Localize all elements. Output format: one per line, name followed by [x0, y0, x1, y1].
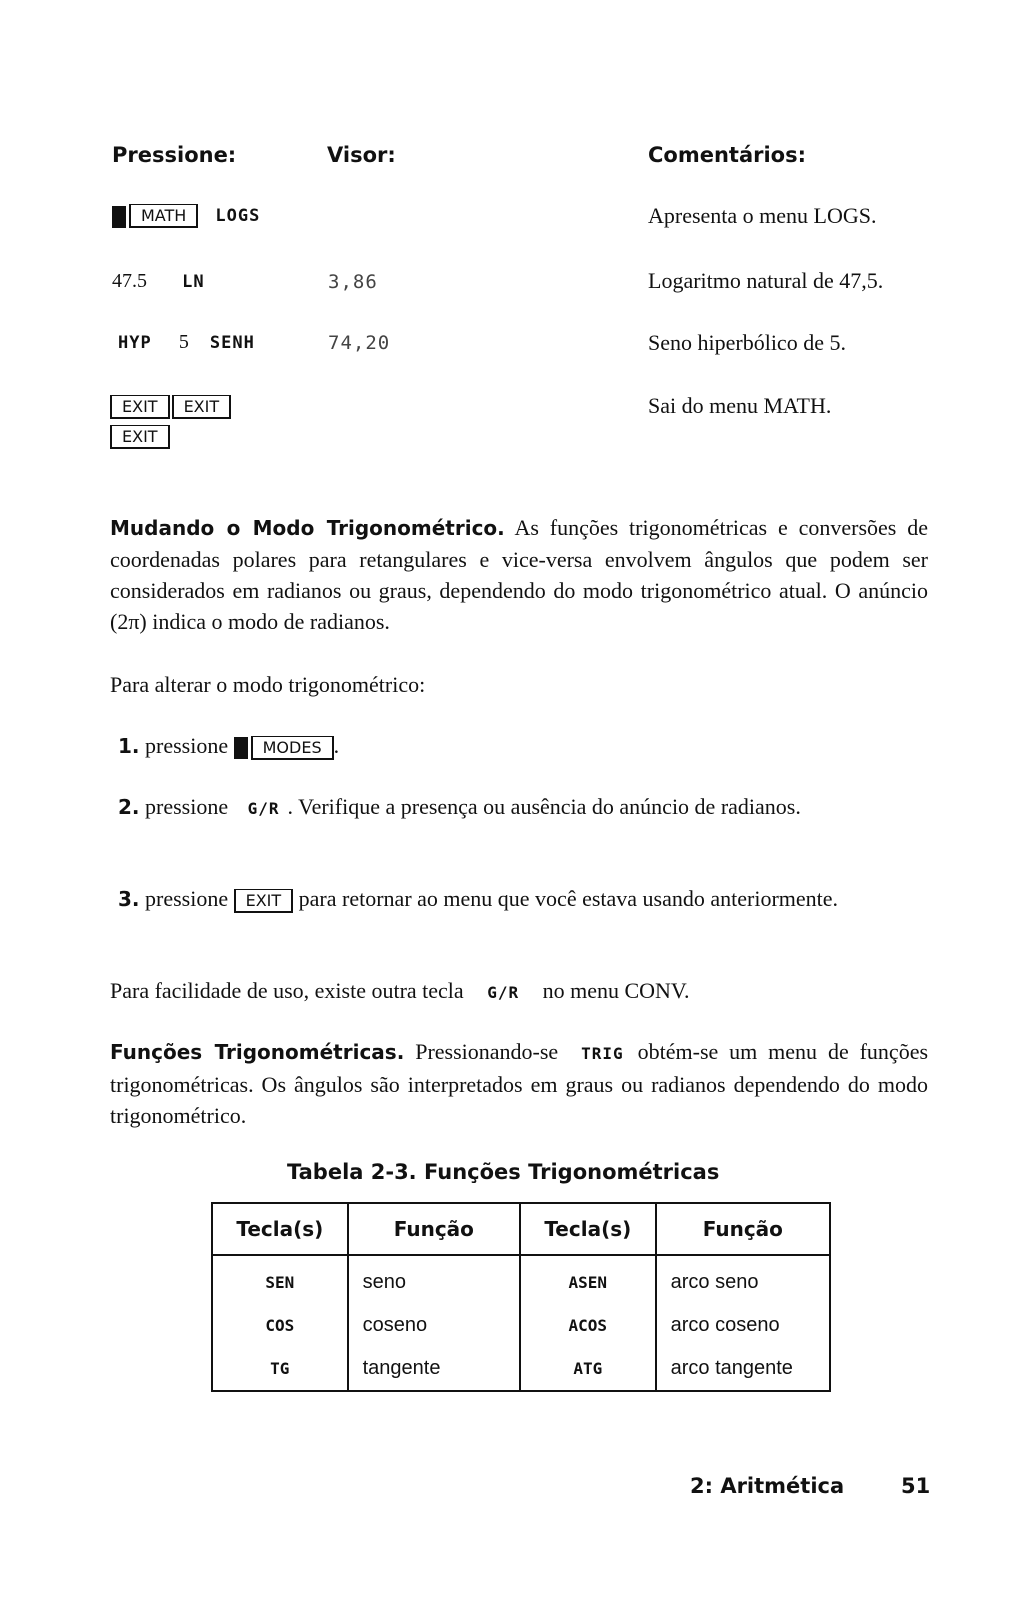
- table-cell: arco seno: [656, 1255, 830, 1304]
- trig-functions-table: [211, 1202, 831, 1392]
- exit-key: EXIT: [110, 395, 170, 419]
- table-caption: Tabela 2-3. Funções Trigonométricas: [287, 1160, 720, 1184]
- step-text: pressione: [145, 886, 229, 911]
- trig-mode-paragraph: [110, 512, 928, 637]
- row-2-comment: Logaritmo natural de 47,5.: [648, 268, 884, 293]
- modes-key: MODES: [251, 736, 334, 760]
- row-2-display: 3,86: [328, 271, 378, 293]
- exit-key: EXIT: [172, 395, 232, 419]
- header-display: Visor:: [327, 143, 396, 167]
- logs-softkey: LOGS: [215, 206, 261, 226]
- row-2-keys: [112, 270, 205, 293]
- section-title: Funções Trigonométricas.: [110, 1040, 405, 1064]
- row-4-keys-2: [110, 425, 170, 449]
- exit-key: EXIT: [110, 425, 170, 449]
- table-cell: arco tangente: [656, 1347, 830, 1391]
- chapter-title: 2: Aritmética: [690, 1474, 845, 1498]
- table-cell: tangente: [348, 1347, 520, 1391]
- row-1-comment: Apresenta o menu LOGS.: [648, 203, 877, 228]
- step-number: 2.: [118, 795, 140, 819]
- row-3-keys: [118, 331, 255, 354]
- page-number: 51: [901, 1474, 931, 1498]
- step-text: para retornar ao menu que você estava usando anteriormente.: [298, 886, 839, 911]
- table-row: [212, 1304, 830, 1347]
- column-header: Tecla(s): [520, 1203, 656, 1255]
- header-comments: Comentários:: [648, 143, 807, 167]
- section-title: Mudando o Modo Trigonométrico.: [110, 516, 505, 540]
- table-cell: seno: [348, 1255, 520, 1304]
- conv-paragraph: [110, 975, 689, 1008]
- table-row: [212, 1255, 830, 1304]
- step-text: pressione: [145, 794, 229, 819]
- row-3-comment: Seno hiperbólico de 5.: [648, 330, 846, 355]
- exit-key: EXIT: [234, 889, 294, 913]
- table-cell: ACOS: [520, 1304, 656, 1347]
- table-cell: ASEN: [520, 1255, 656, 1304]
- paragraph-text: Para facilidade de uso, existe outra tecla: [110, 978, 464, 1003]
- step-1: [118, 730, 339, 762]
- trig-functions-paragraph: [110, 1036, 928, 1131]
- table-cell: ATG: [520, 1347, 656, 1391]
- hyp-softkey: HYP: [118, 333, 152, 353]
- column-header: Função: [656, 1203, 830, 1255]
- math-key: MATH: [129, 204, 198, 228]
- trig-softkey: TRIG: [581, 1044, 624, 1063]
- row-1-keys: [112, 204, 260, 228]
- shift-key-icon: [112, 206, 126, 228]
- table-cell: arco coseno: [656, 1304, 830, 1347]
- step-text: pressione: [145, 733, 229, 758]
- table-header-row: [212, 1203, 830, 1255]
- gr-softkey: G/R: [487, 983, 520, 1002]
- table-cell: TG: [212, 1347, 348, 1391]
- table-cell: SEN: [212, 1255, 348, 1304]
- shift-key-icon: [234, 737, 248, 759]
- number-entry: 47.5: [112, 270, 147, 292]
- row-4-comment: Sai do menu MATH.: [648, 393, 832, 418]
- step-3: [118, 883, 928, 915]
- row-3-display: 74,20: [328, 332, 391, 354]
- step-number: 3.: [118, 887, 140, 911]
- table-cell: COS: [212, 1304, 348, 1347]
- steps-intro: Para alterar o modo trigonométrico:: [110, 672, 426, 697]
- step-number: 1.: [118, 734, 140, 758]
- paragraph-text: As funções trigonométricas e conversões de coordenadas polares para retangulares e vice-versa envolvem ângulos que podem ser considerados em radianos ou graus, dependendo do modo trigonométrico atual. O anúncio (2π) indica o modo de radianos.: [110, 515, 929, 634]
- paragraph-text: obtém-se um menu de funções trigonométricas. Os ângulos são interpretados em graus ou radianos dependendo do modo trigonométrico.: [110, 1039, 929, 1128]
- column-header: Função: [348, 1203, 520, 1255]
- number-entry: 5: [178, 331, 189, 353]
- table-cell: coseno: [348, 1304, 520, 1347]
- step-2: [118, 791, 928, 824]
- step-text: .: [333, 733, 340, 758]
- table-row: [212, 1347, 830, 1391]
- senh-softkey: SENH: [209, 333, 255, 353]
- paragraph-text: no menu CONV.: [542, 978, 690, 1003]
- ln-softkey: LN: [182, 272, 205, 292]
- step-text: . Verifique a presença ou ausência do anúncio de radianos.: [287, 794, 801, 819]
- paragraph-text: Pressionando-se: [404, 1039, 559, 1064]
- header-press: Pressione:: [112, 143, 237, 167]
- gr-softkey: G/R: [247, 799, 280, 818]
- column-header: Tecla(s): [212, 1203, 348, 1255]
- row-4-keys: [110, 395, 231, 419]
